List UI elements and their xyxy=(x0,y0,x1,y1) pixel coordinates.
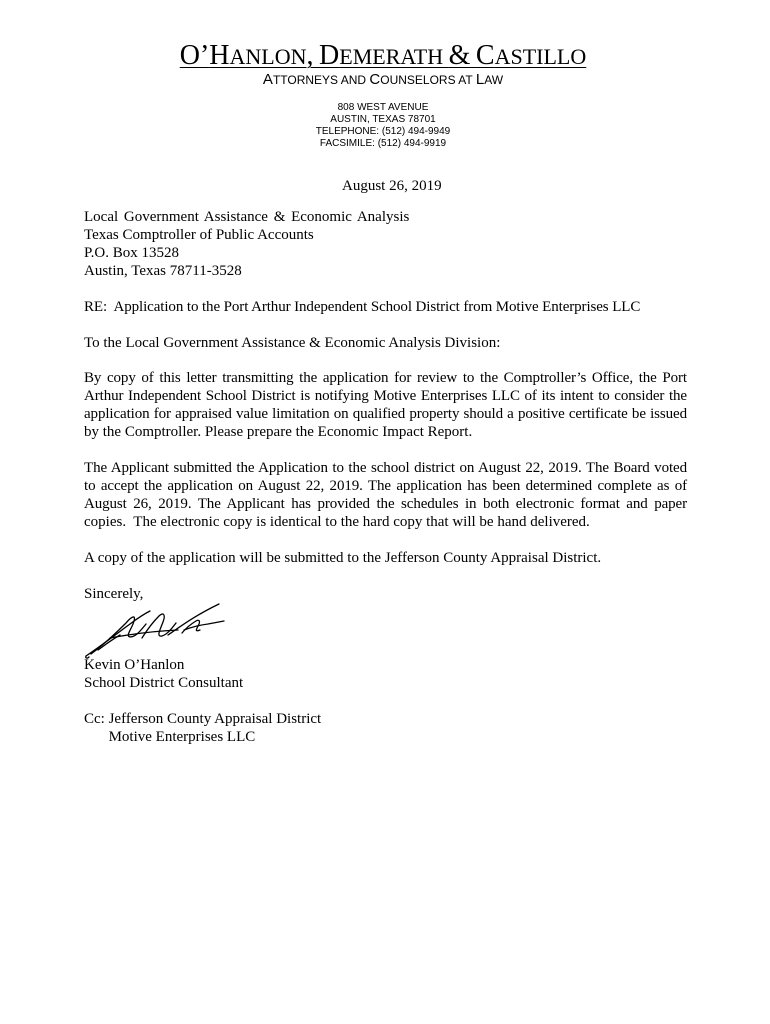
paragraph-line: A copy of the application will be submitted to the Jefferson County Appraisal District. xyxy=(84,549,602,566)
recipient-line: Austin, Texas 78711-3528 xyxy=(84,262,242,279)
paragraph-2 xyxy=(84,460,687,532)
spacer xyxy=(84,352,687,370)
letter-body xyxy=(84,209,687,747)
firm-name: O’HANLON, DEMERATH & CASTILLO xyxy=(179,40,587,71)
salutation: To the Local Government Assistance & Economic Analysis Division: xyxy=(84,334,501,351)
cc-recipient: Jefferson County Appraisal District xyxy=(108,711,322,728)
recipient-line: P.O. Box 13528 xyxy=(84,244,180,261)
spacer xyxy=(84,317,687,335)
paragraph-line: copies. The electronic copy is identical to the hard copy that will be hand delivered. xyxy=(84,513,590,530)
spacer xyxy=(84,281,687,299)
subject-line: RE: Application to the Port Arthur Independent School District from Motive Enterprises LLC xyxy=(84,298,641,315)
paragraph-3 xyxy=(84,550,687,568)
cc-label: Cc: xyxy=(84,711,105,728)
signature-stroke xyxy=(182,620,200,633)
signature-image xyxy=(84,603,226,659)
paragraph-line: application for appraised value limitation on qualified property should a positive certificate be issued xyxy=(84,406,687,423)
signature-stroke xyxy=(86,656,89,658)
spacer xyxy=(84,442,687,460)
spacer xyxy=(84,532,687,550)
paragraph-line: to accept the application on August 22, 2019. The application has been determined complete as of xyxy=(84,478,687,494)
firm-facsimile: FACSIMILE: (512) 494-9919 xyxy=(319,138,447,149)
spacer xyxy=(84,568,687,586)
cc-recipients xyxy=(109,711,322,747)
letter-date: August 26, 2019 xyxy=(342,178,442,194)
signature-stroke xyxy=(168,604,219,635)
cc-block xyxy=(84,711,687,747)
recipient-line: Local Government Assistance & Economic Analysis xyxy=(84,209,410,225)
paragraph-line: The Applicant submitted the Application to the school district on August 22, 2019. The Board voted xyxy=(84,460,687,477)
spacer xyxy=(84,693,687,711)
signer-name: Kevin O’Hanlon xyxy=(84,657,185,674)
paragraph-line: By copy of this letter transmitting the application for review to the Comptroller’s Office, the Port xyxy=(84,370,687,387)
signature-stroke xyxy=(142,614,176,638)
recipient-line: Texas Comptroller of Public Accounts xyxy=(84,226,314,243)
firm-street: 808 WEST AVENUE xyxy=(337,102,429,113)
paragraph-line: August 26, 2019. The Applicant has provided the schedules in both electronic format and paper xyxy=(84,495,687,512)
firm-city: AUSTIN, TEXAS 78701 xyxy=(330,114,436,125)
handwritten-signature xyxy=(84,604,687,658)
firm-address xyxy=(0,102,766,150)
firm-telephone: TELEPHONE: (512) 494-9949 xyxy=(315,126,451,137)
signer-title: School District Consultant xyxy=(84,675,244,692)
paragraph-line: by the Comptroller. Please prepare the Economic Impact Report. xyxy=(84,424,473,441)
closing: Sincerely, xyxy=(84,585,144,602)
cc-recipient: Motive Enterprises LLC xyxy=(108,729,256,746)
recipient-address xyxy=(84,209,687,281)
paragraph-line: Arthur Independent School District is notifying Motive Enterprises LLC of its intent to consider the xyxy=(84,388,687,405)
firm-tagline: ATTORNEYS AND COUNSELORS AT LAW xyxy=(262,71,504,88)
paragraph-1 xyxy=(84,370,687,442)
